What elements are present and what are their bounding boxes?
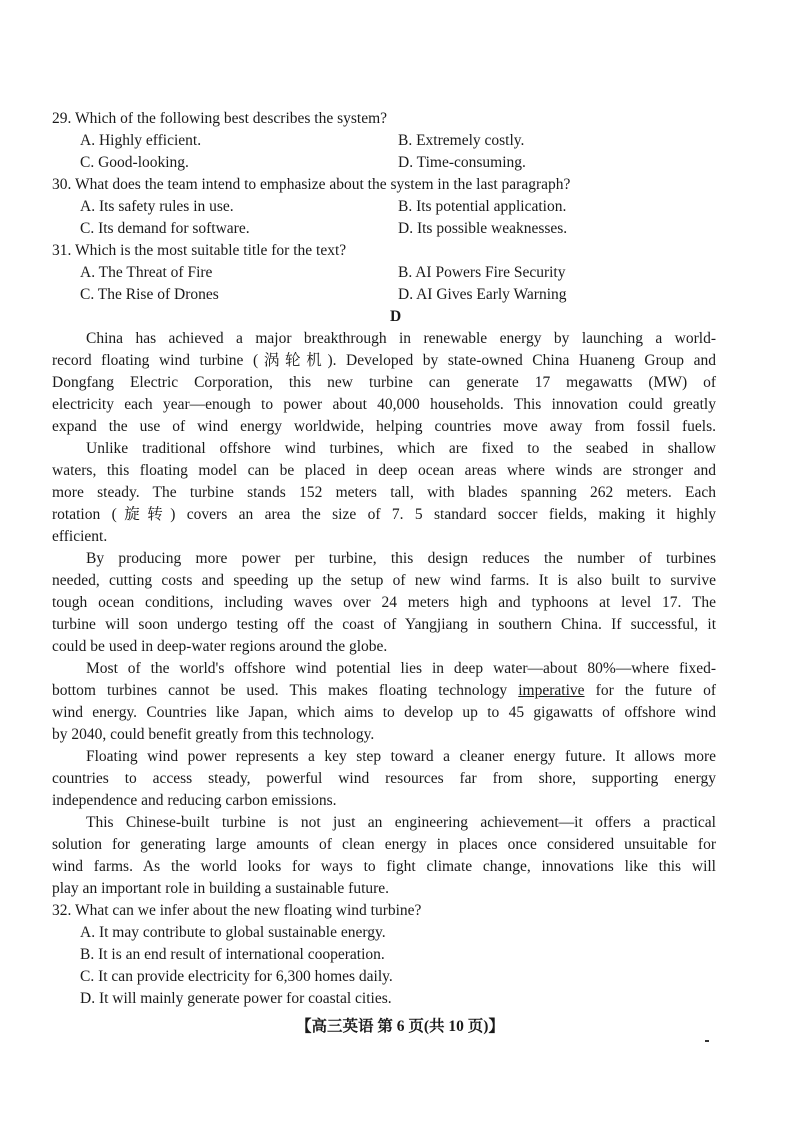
page-footer: [0, 1016, 800, 1038]
option-a: A. Highly efficient.: [80, 132, 202, 149]
options-row: [0, 284, 800, 306]
passage-text: Unlike traditional offshore wind turbines, which are fixed to the seabed in shallow: [86, 440, 716, 457]
option-b: B. It is an end result of international cooperation.: [80, 946, 385, 963]
passage-text: Most of the world's offshore wind potential lies in deep water—about 80%—where fixed-: [86, 660, 716, 677]
question-stem: 30. What does the team intend to emphasize about the system in the last paragraph?: [52, 176, 571, 193]
passage-text: turbine will soon undergo testing off the coast of Yangjiang in southern China. If successful, it: [52, 616, 716, 633]
option-d: D. Its possible weaknesses.: [398, 220, 568, 237]
passage-text-fragment: bottom turbines cannot be used. This makes floating technology: [52, 682, 519, 699]
passage-line: [0, 460, 800, 482]
passage-text: needed, cutting costs and speeding up the setup of new wind farms. It is also built to survive: [52, 572, 716, 589]
passage-text: China has achieved a major breakthrough in renewable energy by launching a world-: [86, 330, 716, 347]
passage-text: Floating wind power represents a key step toward a cleaner energy future. It allows more: [86, 748, 716, 765]
passage-text: expand the use of wind energy worldwide, helping countries move away from fossil fuels.: [52, 418, 716, 435]
passage-text: efficient.: [52, 528, 108, 545]
option-a: A. Its safety rules in use.: [80, 198, 234, 215]
question-32: [0, 900, 800, 922]
passage-line: [0, 658, 800, 680]
option-b: B. Its potential application.: [398, 198, 567, 215]
stray-mark: [705, 1040, 709, 1042]
passage-text: independence and reducing carbon emissions.: [52, 792, 337, 809]
options-row: [0, 196, 800, 218]
passage-text: Dongfang Electric Corporation, this new turbine can generate 17 megawatts (MW) of: [52, 374, 716, 391]
passage-line: [0, 328, 800, 350]
question-31: [0, 240, 800, 262]
passage-line: [0, 702, 800, 724]
options-row: [0, 218, 800, 240]
passage-line: [0, 636, 800, 658]
passage-line: [0, 350, 800, 372]
options-row: [0, 152, 800, 174]
page-number: 【高三英语 第 6 页(共 10 页)】: [296, 1018, 504, 1035]
passage-line: [0, 790, 800, 812]
passage-line: [0, 878, 800, 900]
passage-text-fragment: for the future of: [584, 682, 716, 699]
passage-text: play an important role in building a sustainable future.: [52, 880, 390, 897]
passage-text: rotation (旋转) covers an area the size of 7. 5 standard soccer fields, making it highly: [52, 506, 716, 523]
options-row: [0, 262, 800, 284]
passage-line: [0, 746, 800, 768]
passage-line: [0, 548, 800, 570]
passage-line: [0, 416, 800, 438]
passage-text: more steady. The turbine stands 152 meters tall, with blades spanning 262 meters. Each: [52, 484, 716, 501]
section-letter: D: [390, 308, 402, 325]
passage-text: [52, 680, 716, 702]
passage-line: [0, 812, 800, 834]
option-d: D. AI Gives Early Warning: [398, 286, 567, 303]
option-b: B. Extremely costly.: [398, 132, 525, 149]
passage-text: waters, this floating model can be placed in deep ocean areas where winds are stronger and: [52, 462, 716, 479]
passage-line: [0, 768, 800, 790]
passage-text: electricity each year—enough to power about 40,000 households. This innovation could greatly: [52, 396, 716, 413]
option-c: C. The Rise of Drones: [80, 286, 219, 303]
option-b: B. AI Powers Fire Security: [398, 264, 566, 281]
underlined-word: imperative: [518, 682, 585, 699]
passage-line: [0, 570, 800, 592]
passage-text: by 2040, could benefit greatly from this technology.: [52, 726, 375, 743]
passage-text: wind farms. As the world looks for ways to fight climate change, innovations like this will: [52, 858, 716, 875]
option-row: [0, 922, 800, 944]
option-a: A. The Threat of Fire: [80, 264, 213, 281]
passage-text: wind energy. Countries like Japan, which aims to develop up to 45 gigawatts of offshore wind: [52, 704, 716, 721]
option-c: C. Its demand for software.: [80, 220, 250, 237]
option-row: [0, 988, 800, 1010]
passage-line: [0, 614, 800, 636]
passage-line: [0, 856, 800, 878]
passage-line: [0, 592, 800, 614]
passage-line: [0, 394, 800, 416]
options-row: [0, 130, 800, 152]
passage-line: [0, 372, 800, 394]
option-row: [0, 966, 800, 988]
option-c: C. It can provide electricity for 6,300 homes daily.: [80, 968, 393, 985]
passage-text: tough ocean conditions, including waves over 24 meters high and typhoons at level 17. The: [52, 594, 716, 611]
passage-text: countries to access steady, powerful wind resources far from shore, supporting energy: [52, 770, 716, 787]
option-c: C. Good-looking.: [80, 154, 189, 171]
question-30: [0, 174, 800, 196]
passage-text: This Chinese-built turbine is not just an engineering achievement—it offers a practical: [86, 814, 716, 831]
passage-line: [0, 438, 800, 460]
option-d: D. It will mainly generate power for coastal cities.: [80, 990, 392, 1007]
passage-text: By producing more power per turbine, this design reduces the number of turbines: [86, 550, 716, 567]
passage-line: [0, 680, 800, 702]
passage-line: [0, 526, 800, 548]
option-a: A. It may contribute to global sustainable energy.: [80, 924, 386, 941]
passage-text: record floating wind turbine (涡轮机). Developed by state-owned China Huaneng Group and: [52, 352, 716, 369]
section-heading: [0, 306, 800, 328]
passage-text: solution for generating large amounts of clean energy in places once considered unsuitable for: [52, 836, 716, 853]
question-stem: 31. Which is the most suitable title for the text?: [52, 242, 347, 259]
option-d: D. Time-consuming.: [398, 154, 526, 171]
option-row: [0, 944, 800, 966]
passage-line: [0, 834, 800, 856]
passage-line: [0, 724, 800, 746]
question-stem: 32. What can we infer about the new floating wind turbine?: [52, 902, 422, 919]
question-29: [0, 108, 800, 130]
passage-line: [0, 504, 800, 526]
question-stem: 29. Which of the following best describes the system?: [52, 110, 388, 127]
passage-line: [0, 482, 800, 504]
passage-text: could be used in deep-water regions around the globe.: [52, 638, 388, 655]
